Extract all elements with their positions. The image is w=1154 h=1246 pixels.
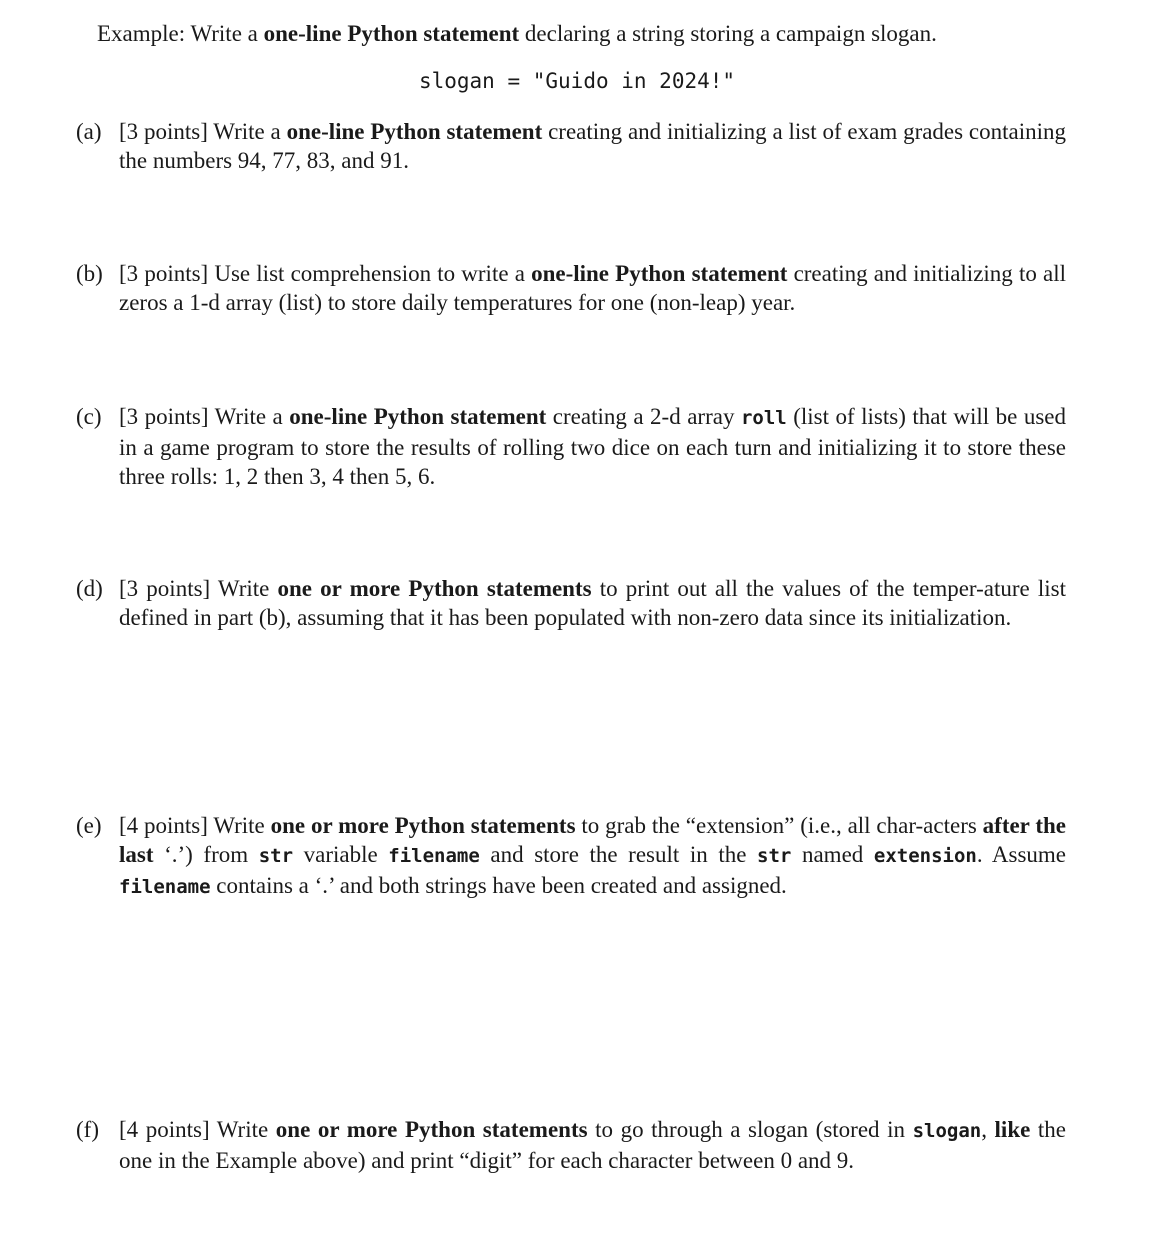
question-text: [3 points] Use list comprehension to write a one-line Python statement creating and initializing to all zeros a 1-d array (list) to store daily temperatures for one (non-leap) year. <box>119 261 1066 315</box>
example-text-rest: declaring a string storing a campaign slogan. <box>519 21 937 46</box>
example-text: Example: Write a <box>97 21 264 46</box>
question-a <box>76 117 1066 175</box>
example-code: slogan = "Guido in 2024!" <box>418 69 736 93</box>
question-label: (e) <box>76 813 102 838</box>
question-text: [3 points] Write a one-line Python statement creating and initializing a list of exam grades containing the numbers 94, 77, 83, and 91. <box>119 119 1067 173</box>
question-text: [4 points] Write one or more Python statements to go through a slogan (stored in slogan, like the one in the Example above) and print “digit” for each character between 0 and 9. <box>119 1117 1066 1173</box>
question-d <box>76 574 1066 632</box>
question-text: [3 points] Write a one-line Python statement creating a 2-d array roll (list of lists) that will be used in a game program to store the results of rolling two dice on each turn and initializing it to store these three rolls: 1, 2 then 3, 4 then 5, 6. <box>119 404 1067 489</box>
question-text: [4 points] Write one or more Python statements to grab the “extension” (i.e., all char-acters after the last ‘.’) from str variable filename and store the result in the str named extension. Assume filename contains a ‘.’ and both strings have been created and assigned. <box>119 813 1067 898</box>
example-prompt <box>97 19 1067 48</box>
question-label: (d) <box>76 576 103 601</box>
question-b <box>76 259 1066 317</box>
question-text: [3 points] Write one or more Python statements to print out all the values of the temper-ature list defined in part (b), assuming that it has been populated with non-zero data since its initialization. <box>119 576 1067 630</box>
question-label: (b) <box>76 261 103 286</box>
question-f <box>76 1115 1066 1175</box>
question-label: (f) <box>76 1117 99 1142</box>
example-bold-text: one-line Python statement <box>263 21 520 46</box>
question-label: (a) <box>76 119 102 144</box>
question-label: (c) <box>76 404 102 429</box>
question-c <box>76 402 1066 491</box>
question-e <box>76 811 1066 902</box>
